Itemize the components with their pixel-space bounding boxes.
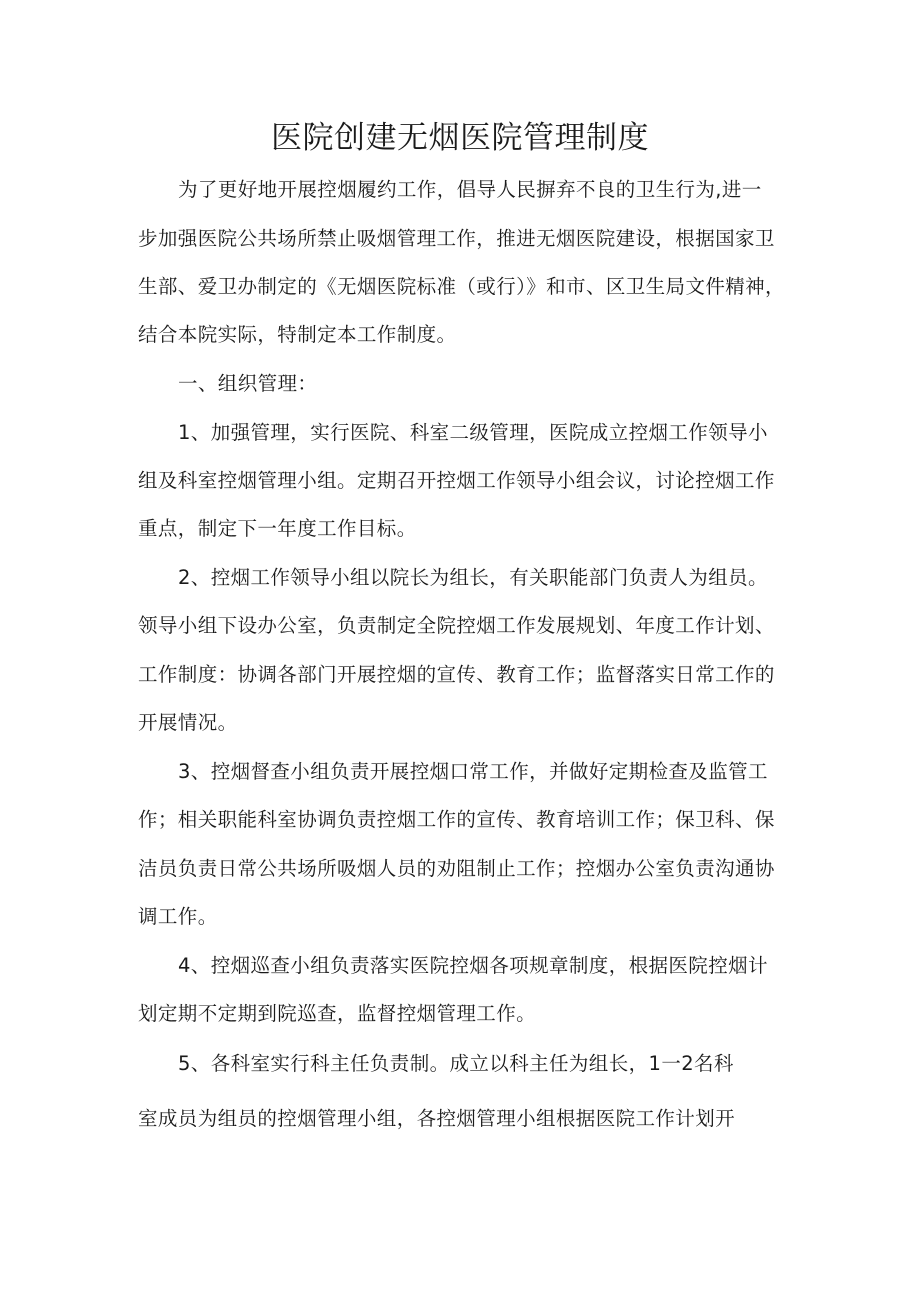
paragraph-line: 1、加强管理，实行医院、科室二级管理，医院成立控烟工作领导小: [178, 421, 768, 444]
paragraph-line: 2、控烟工作领导小组以院长为组长，有关职能部门负责人为组员。: [178, 566, 768, 589]
paragraph-line: 生部、爱卫办制定的《无烟医院标准（或行）》和市、区卫生局文件精神，: [138, 275, 785, 298]
paragraph-line: 5、各科室实行科主任负责制。成立以科主任为组长，1一2名科: [178, 1052, 734, 1075]
paragraph-line: 室成员为组员的控烟管理小组，各控烟管理小组根据医院工作计划开: [138, 1107, 736, 1130]
paragraph-line: 洁员负责日常公共场所吸烟人员的劝阻制止工作；控烟办公室负责沟通协: [138, 857, 775, 880]
paragraph-line: 结合本院实际，特制定本工作制度。: [138, 323, 457, 346]
paragraph-line: 3、控烟督查小组负责开展控烟口常工作，并做好定期检查及监管工: [178, 760, 768, 783]
paragraph-line: 开展情况。: [138, 711, 238, 734]
document-title: 医院创建无烟医院管理制度: [271, 120, 649, 156]
section-heading: 一、组织管理：: [178, 372, 318, 395]
paragraph-line: 重点，制定下一年度工作目标。: [138, 517, 417, 540]
paragraph-line: 4、控烟巡查小组负责落实医院控烟各项规章制度，根据医院控烟计: [178, 954, 768, 977]
paragraph-line: 划定期不定期到院巡查，监督控烟管理工作。: [138, 1002, 537, 1025]
paragraph-line: 步加强医院公共场所禁止吸烟管理工作，推进无烟医院建设，根据国家卫: [138, 227, 775, 250]
paragraph-line: 为了更好地开展控烟履约工作，倡导人民摒弃不良的卫生行为,进一: [178, 178, 762, 201]
paragraph-line: 组及科室控烟管理小组。定期召开控烟工作领导小组会议，讨论控烟工作: [138, 469, 775, 492]
paragraph-line: 领导小组下设办公室，负责制定全院控烟工作发展规划、年度工作计划、: [138, 614, 775, 637]
paragraph-line: 作；相关职能科室协调负责控烟工作的宣传、教育培训工作；保卫科、保: [138, 808, 775, 831]
paragraph-line: 工作制度：协调各部门开展控烟的宣传、教育工作；监督落实日常工作的: [138, 663, 775, 686]
paragraph-line: 调工作。: [138, 905, 218, 928]
